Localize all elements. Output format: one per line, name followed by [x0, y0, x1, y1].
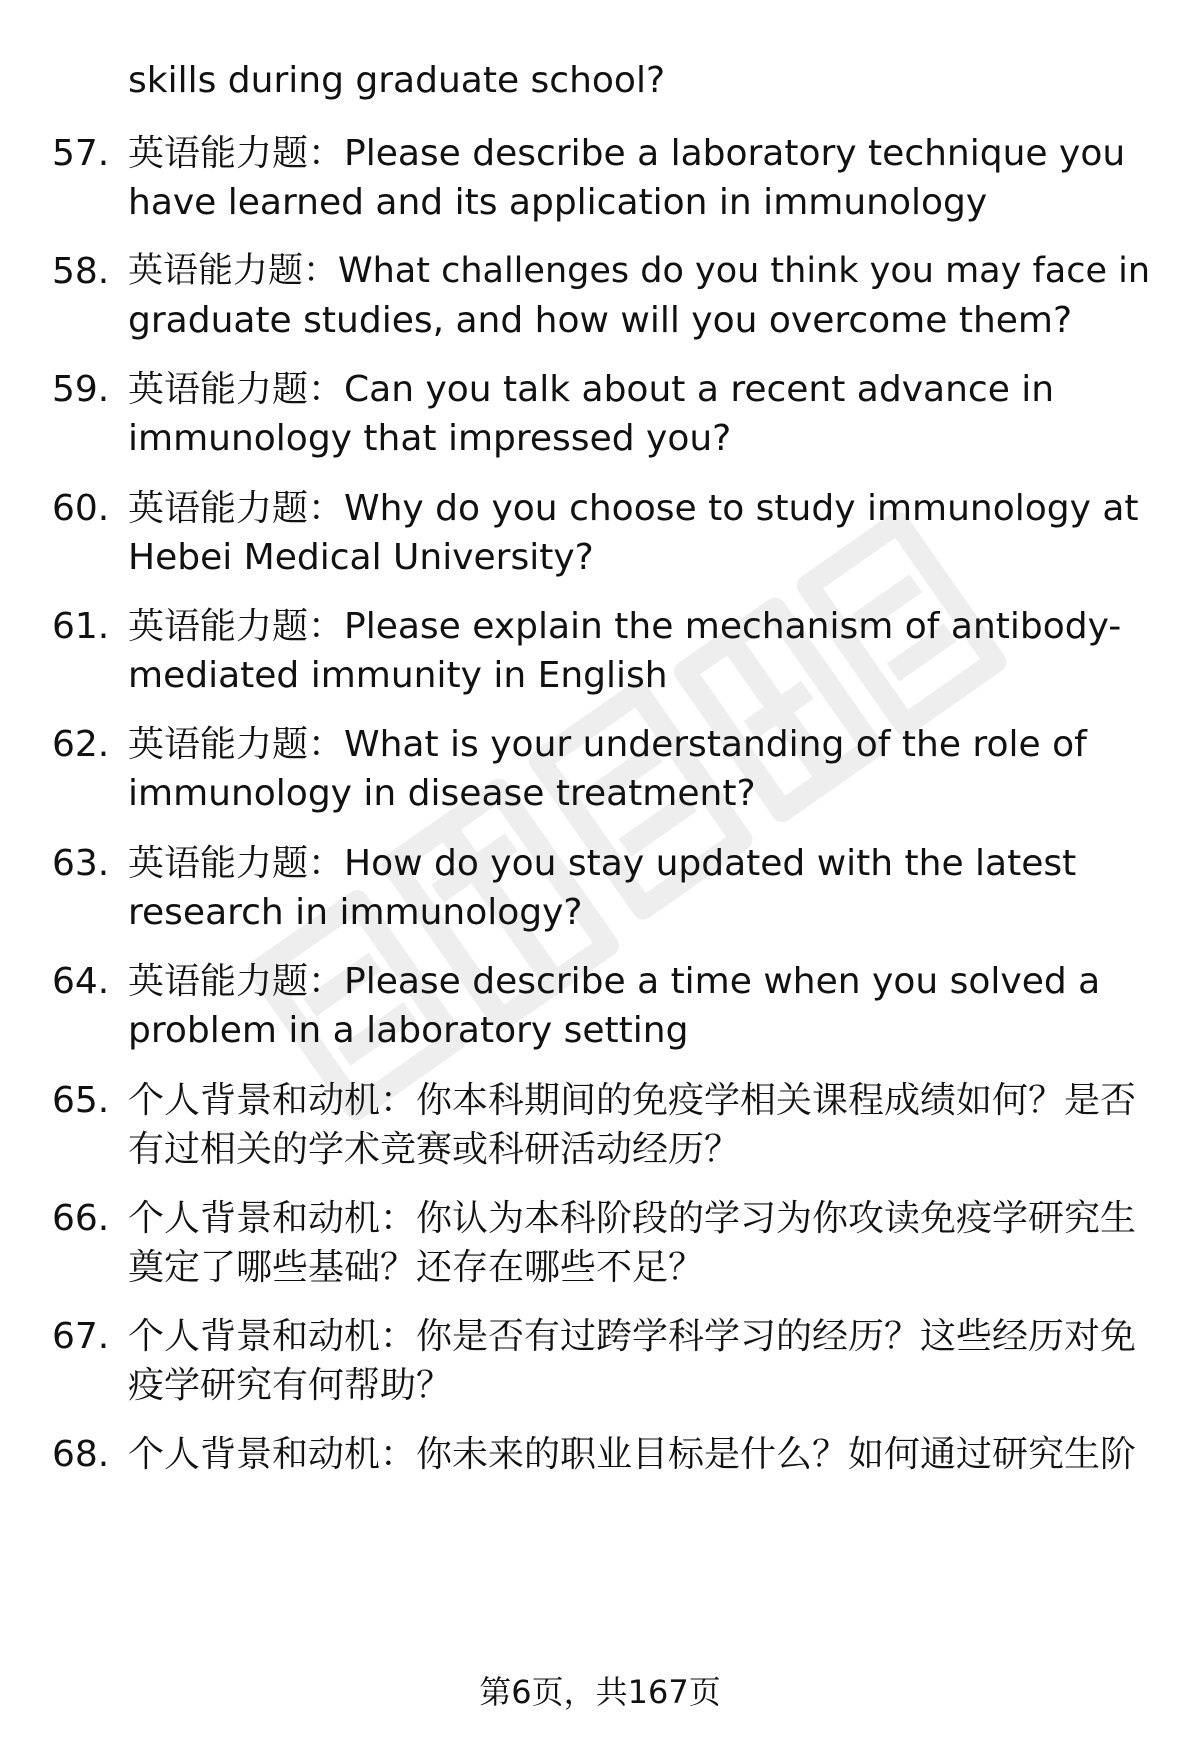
question-line: 英语能力题：Please describe a time when you solved a: [128, 961, 1101, 1002]
question-number: 58.: [52, 251, 110, 292]
page-footer: 第6页，共167页: [479, 1673, 721, 1711]
question-line: 疫学研究有何帮助？: [128, 1365, 453, 1406]
question-line: 个人背景和动机：你本科期间的免疫学相关课程成绩如何？是否: [128, 1080, 1137, 1121]
question-line: Hebei Medical University?: [128, 537, 594, 578]
continuation-line: skills during graduate school?: [128, 60, 666, 101]
question-line: graduate studies, and how will you overcome them?: [128, 300, 1073, 341]
question-number: 59.: [52, 369, 110, 410]
question-number: 57.: [52, 133, 110, 174]
question-line: 英语能力题：How do you stay updated with the latest: [128, 843, 1077, 884]
question-line: research in immunology?: [128, 892, 583, 933]
question-line: 奠定了哪些基础？还存在哪些不足？: [128, 1247, 705, 1288]
question-line: problem in a laboratory setting: [128, 1010, 689, 1051]
question-line: 有过相关的学术竞赛或科研活动经历？: [128, 1129, 741, 1170]
question-line: 个人背景和动机：你认为本科阶段的学习为你攻读免疫学研究生: [128, 1198, 1137, 1239]
question-number: 63.: [52, 843, 110, 884]
question-number: 60.: [52, 488, 110, 529]
question-number: 66.: [52, 1198, 110, 1239]
question-line: 英语能力题：Can you talk about a recent advance in: [128, 369, 1055, 410]
question-line: 个人背景和动机：你未来的职业目标是什么？如何通过研究生阶: [128, 1434, 1137, 1475]
question-line: 英语能力题：Please describe a laboratory technique you: [128, 133, 1126, 174]
question-line: 英语能力题：Please explain the mechanism of antibody-: [128, 606, 1122, 647]
question-number: 68.: [52, 1434, 110, 1475]
question-number: 65.: [52, 1080, 110, 1121]
question-number: 67.: [52, 1316, 110, 1357]
question-line: 英语能力题：What challenges do you think you may face in: [128, 251, 1151, 291]
question-line: have learned and its application in immunology: [128, 182, 988, 223]
question-line: immunology that impressed you?: [128, 418, 732, 459]
question-number: 64.: [52, 961, 110, 1002]
question-number: 61.: [52, 606, 110, 647]
question-line: 个人背景和动机：你是否有过跨学科学习的经历？这些经历对免: [128, 1316, 1137, 1357]
question-line: immunology in disease treatment?: [128, 773, 756, 814]
question-line: 英语能力题：Why do you choose to study immunology at: [128, 488, 1139, 529]
question-line: mediated immunity in English: [128, 655, 668, 696]
question-line: 英语能力题：What is your understanding of the role of: [128, 724, 1087, 765]
question-number: 62.: [52, 724, 110, 765]
